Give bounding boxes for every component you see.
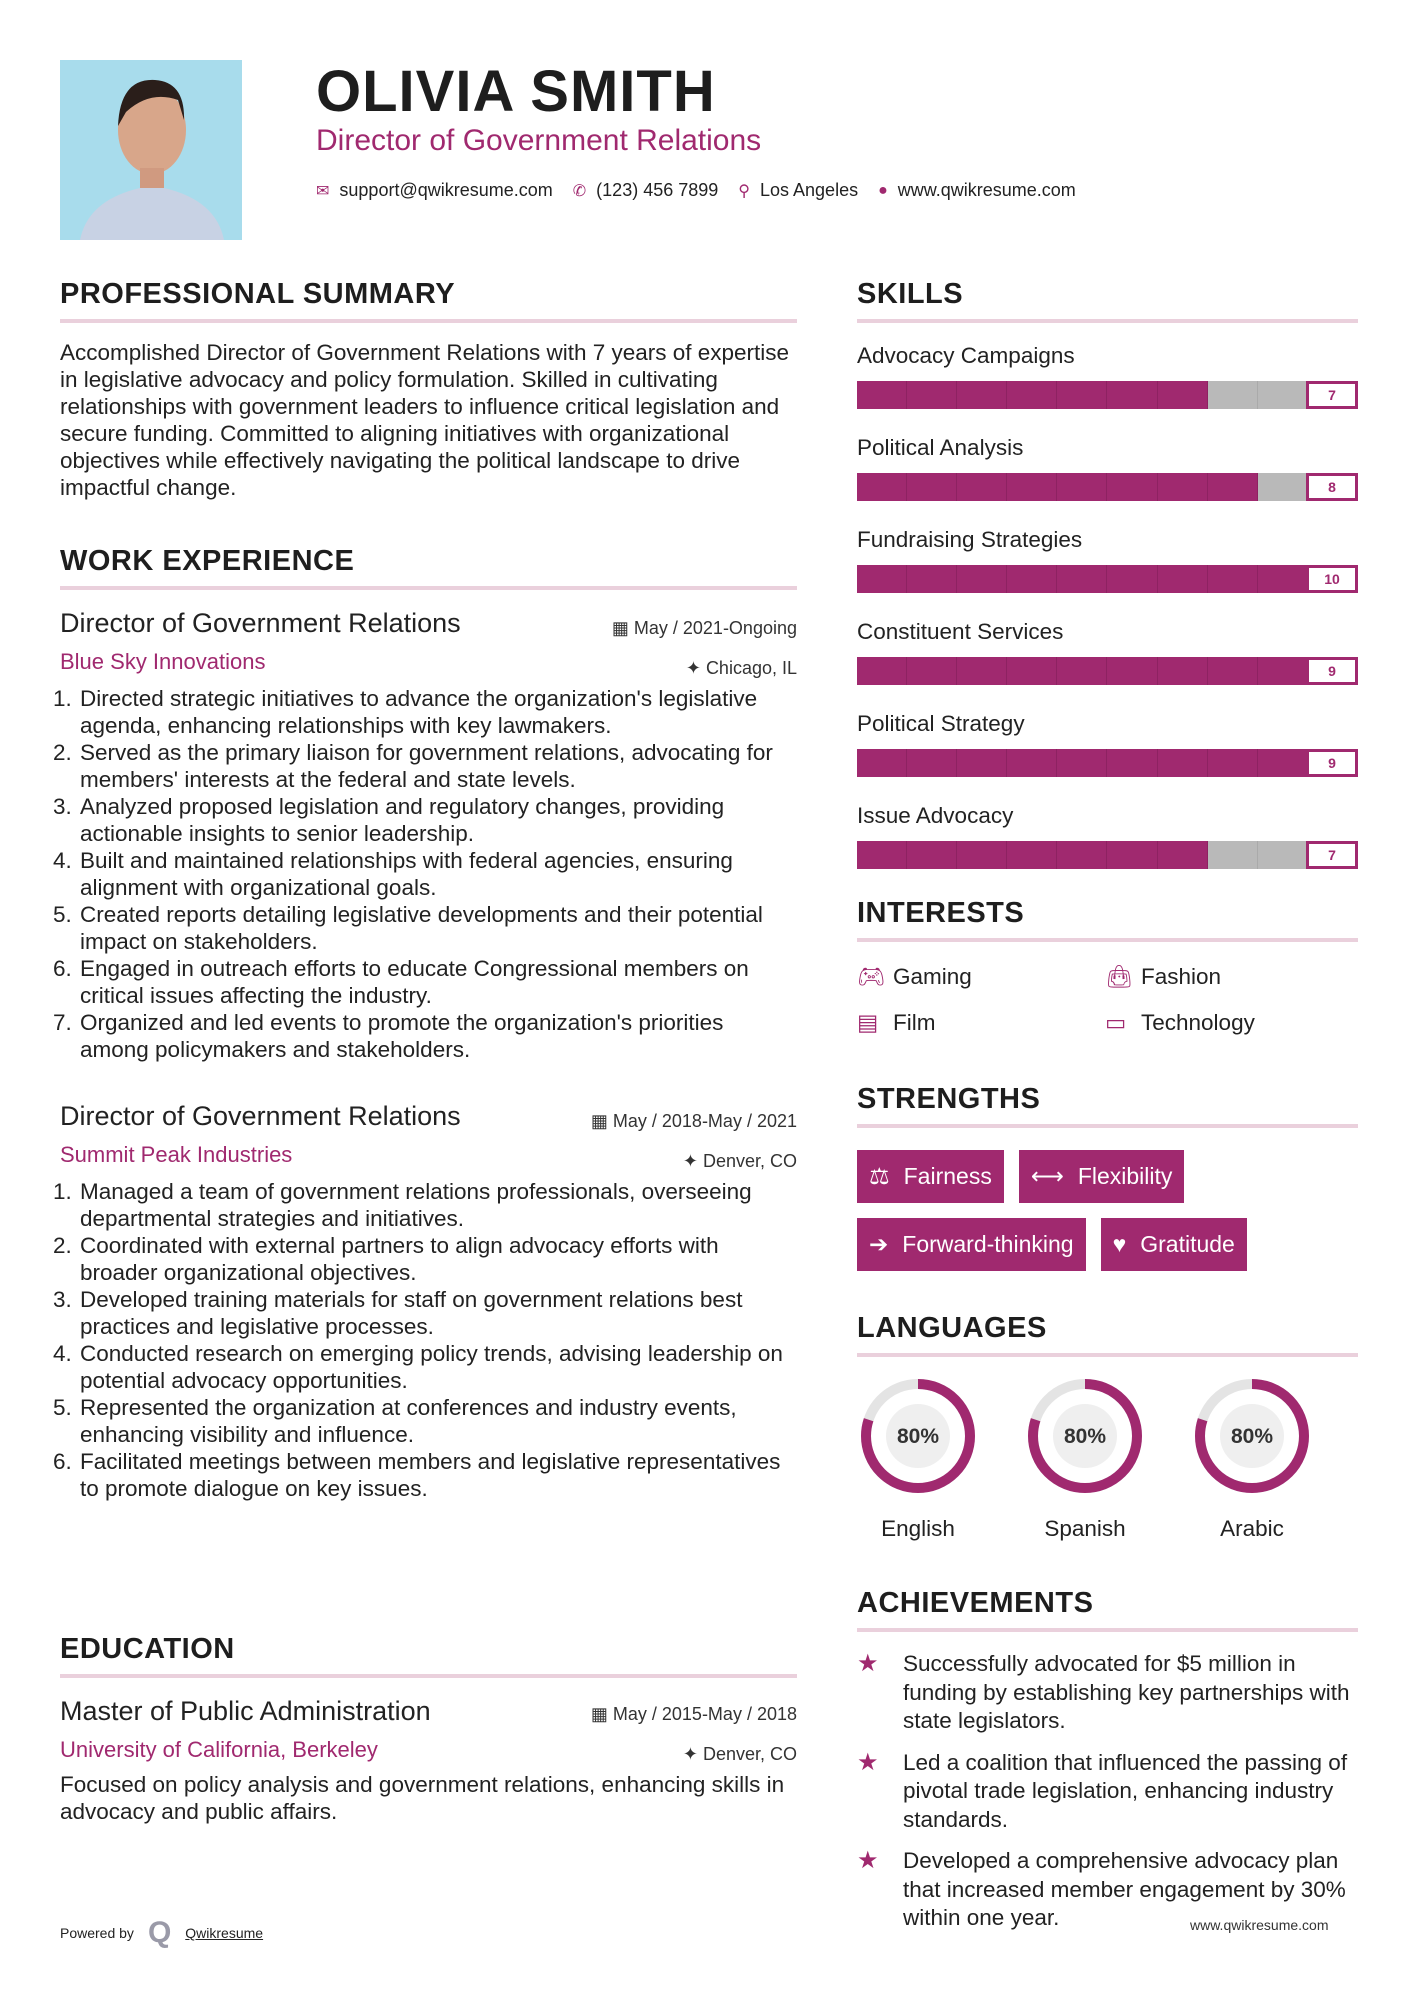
school-name: University of California, Berkeley xyxy=(60,1737,378,1762)
achievements-section xyxy=(857,1587,1358,1946)
language-ring xyxy=(1191,1375,1313,1497)
job-date: ▦ May / 2021-Ongoing xyxy=(611,618,797,638)
skill-bar-segment xyxy=(1107,841,1157,869)
arrows-h-icon: ⟷ xyxy=(1030,1163,1064,1189)
skill-bar-segment xyxy=(1107,473,1157,501)
section-heading: INTERESTS xyxy=(857,897,1358,942)
pin-icon: ✦ xyxy=(685,658,706,678)
strengths-list xyxy=(857,1150,1337,1271)
star-icon: ★ xyxy=(857,1650,879,1677)
bullet: 5. Created reports detailing legislative developments and their potential impact on stakeholders. xyxy=(78,901,797,955)
skill-name: Political Analysis xyxy=(857,435,1024,460)
skill-bar-segment xyxy=(1208,565,1258,593)
education-date: ▦ May / 2015-May / 2018 xyxy=(590,1704,797,1724)
skill-bar-segment xyxy=(1258,749,1308,777)
map-pin-icon: ⚲ xyxy=(738,182,750,200)
contact-location: Los Angeles xyxy=(760,180,859,200)
skill-bar-segment xyxy=(1107,565,1157,593)
skill-item xyxy=(857,435,1358,501)
interests-list xyxy=(857,964,1358,1036)
skill-item xyxy=(857,619,1358,685)
skill-item xyxy=(857,343,1358,409)
achievement-item: ★ Developed a comprehensive advocacy plan that increased member engagement by 30% within one year. xyxy=(857,1847,1358,1933)
bullet: 6. Facilitated meetings between members and legislative representatives to promote dialogue on key issues. xyxy=(78,1448,797,1502)
skill-bar-segment xyxy=(857,749,907,777)
skill-name: Constituent Services xyxy=(857,619,1064,644)
achievement-item: ★ Successfully advocated for $5 million in funding by establishing key partnerships with state legislators. xyxy=(857,1650,1358,1736)
skill-bar-segment xyxy=(1158,657,1208,685)
language-percent: 80% xyxy=(1063,1425,1107,1448)
skill-bar-segment xyxy=(957,381,1007,409)
skill-bar-segment xyxy=(1057,381,1107,409)
bullet: 4. Conducted research on emerging policy trends, advising leadership on potential advocacy opportunities. xyxy=(78,1340,797,1394)
languages-section xyxy=(857,1312,1358,1542)
footer xyxy=(60,1916,263,1950)
skill-bar xyxy=(857,473,1358,501)
skill-name: Advocacy Campaigns xyxy=(857,343,1075,368)
skills-list xyxy=(857,343,1358,869)
section-heading: WORK EXPERIENCE xyxy=(60,545,797,590)
skill-bar-segment xyxy=(957,565,1007,593)
skill-bar-segment xyxy=(1007,473,1057,501)
skill-bar-segment xyxy=(1107,749,1157,777)
interest-item: ▤ Film xyxy=(857,1010,936,1035)
skill-bar-segment xyxy=(1057,749,1107,777)
skill-bar-segment xyxy=(1007,749,1057,777)
strengths-section xyxy=(857,1083,1358,1271)
skill-bar-segment xyxy=(1208,473,1258,501)
interest-item: 👜︎ Fashion xyxy=(1105,964,1222,989)
section-heading: LANGUAGES xyxy=(857,1312,1358,1357)
skill-bar-segment xyxy=(857,657,907,685)
bullet: 5. Represented the organization at conferences and industry events, enhancing visibility and influence. xyxy=(78,1394,797,1448)
skill-bar-segment xyxy=(907,473,957,501)
language-ring xyxy=(1024,1375,1146,1497)
skill-bar-segment xyxy=(1208,749,1258,777)
work-section xyxy=(60,545,797,1502)
skill-bar-segment xyxy=(1208,381,1258,409)
job-entry xyxy=(60,608,797,1063)
language-name: Arabic xyxy=(1220,1516,1284,1541)
job-bullets xyxy=(60,685,797,1063)
interests-section xyxy=(857,897,1358,1036)
contact-email[interactable]: support@qwikresume.com xyxy=(339,180,553,200)
skill-bar-segment xyxy=(1258,473,1308,501)
achievements-list xyxy=(857,1650,1358,1933)
bullet: 2. Served as the primary liaison for government relations, advocating for members' interests at the federal and state levels. xyxy=(78,739,797,793)
skill-bar xyxy=(857,381,1358,409)
interest-item: ▭ Technology xyxy=(1105,1010,1255,1035)
job-title: Director of Government Relations xyxy=(60,608,461,638)
skill-score: 7 xyxy=(1306,841,1358,869)
education-section xyxy=(60,1633,797,1825)
skill-bar-segment xyxy=(1208,841,1258,869)
skill-bar-segment xyxy=(1057,657,1107,685)
degree: Master of Public Administration xyxy=(60,1696,431,1726)
qwikresume-logo-icon: Q xyxy=(147,1916,172,1949)
skill-bar-segment xyxy=(1258,565,1308,593)
skill-score: 8 xyxy=(1306,473,1358,501)
calendar-icon: ▦ xyxy=(590,1111,613,1131)
skill-bar-segment xyxy=(1107,657,1157,685)
powered-by-label: Powered by xyxy=(60,1925,134,1941)
skill-bar-segment xyxy=(957,749,1007,777)
language-percent: 80% xyxy=(1230,1425,1274,1448)
candidate-name: OLIVIA SMITH xyxy=(316,59,716,124)
skill-bar-segment xyxy=(1007,657,1057,685)
calendar-icon: ▦ xyxy=(590,1704,613,1724)
bullet: 7. Organized and led events to promote the organization's priorities among policymakers and stakeholders. xyxy=(78,1009,797,1063)
skill-item xyxy=(857,803,1358,869)
languages-list xyxy=(857,1375,1358,1542)
skill-bar xyxy=(857,657,1358,685)
phone-icon: ✆ xyxy=(572,182,587,200)
language-percent: 80% xyxy=(896,1425,940,1448)
bullet: 6. Engaged in outreach efforts to educate Congressional members on critical issues affecting the industry. xyxy=(78,955,797,1009)
summary-section xyxy=(60,278,797,501)
interest-item: 🎮︎ Gaming xyxy=(857,964,972,989)
skill-bar-segment xyxy=(1057,841,1107,869)
section-heading: STRENGTHS xyxy=(857,1083,1358,1128)
contact-website[interactable]: www.qwikresume.com xyxy=(897,180,1076,200)
skill-item xyxy=(857,527,1358,593)
section-heading: SKILLS xyxy=(857,278,1358,323)
skill-name: Political Strategy xyxy=(857,711,1025,736)
education-description: Focused on policy analysis and government relations, enhancing skills in advocacy and public affairs. xyxy=(60,1772,785,1824)
skill-bar-segment xyxy=(1057,473,1107,501)
skill-bar-segment xyxy=(1258,381,1308,409)
scale-icon: ⚖ xyxy=(869,1163,890,1189)
skill-bar xyxy=(857,749,1358,777)
language-item xyxy=(1024,1375,1146,1542)
skill-score: 7 xyxy=(1306,381,1358,409)
company-name: Summit Peak Industries xyxy=(60,1142,293,1167)
skill-bar-segment xyxy=(857,473,907,501)
skill-bar-segment xyxy=(857,841,907,869)
section-heading: ACHIEVEMENTS xyxy=(857,1587,1358,1632)
skill-bar-segment xyxy=(1007,841,1057,869)
bullet: 3. Analyzed proposed legislation and regulatory changes, providing actionable insights to senior leadership. xyxy=(78,793,797,847)
skill-bar xyxy=(857,841,1358,869)
skill-bar-segment xyxy=(1007,565,1057,593)
envelope-icon: ✉ xyxy=(316,182,330,200)
skill-bar-segment xyxy=(957,841,1007,869)
skill-bar-segment xyxy=(1158,565,1208,593)
bullet: 4. Built and maintained relationships with federal agencies, ensuring alignment with organizational goals. xyxy=(78,847,797,901)
heart-icon: ♥ xyxy=(1112,1231,1127,1257)
skill-bar-segment xyxy=(1208,657,1258,685)
calendar-icon: ▦ xyxy=(611,618,634,638)
skill-bar-segment xyxy=(1258,657,1308,685)
contact-bar xyxy=(316,180,1076,201)
strength-chip: ⟷ Flexibility xyxy=(1019,1150,1185,1203)
achievement-item: ★ Led a coalition that influenced the passing of pivotal trade legislation, enhancing industry standards. xyxy=(857,1749,1358,1835)
skill-bar-segment xyxy=(1007,381,1057,409)
strength-chip: ➔ Forward-thinking xyxy=(857,1218,1086,1271)
brand-link[interactable]: Qwikresume xyxy=(185,1925,264,1941)
job-location: ✦ Denver, CO xyxy=(682,1151,797,1171)
job-bullets xyxy=(60,1178,797,1502)
bullet: 1. Managed a team of government relations professionals, overseeing departmental strategies and initiatives. xyxy=(78,1178,797,1232)
bullet: 2. Coordinated with external partners to align advocacy efforts with broader organizational objectives. xyxy=(78,1232,797,1286)
strength-chip: ⚖ Fairness xyxy=(857,1150,1004,1203)
pin-icon: ✦ xyxy=(682,1744,703,1764)
skill-score: 9 xyxy=(1306,657,1358,685)
strength-chip: ♥ Gratitude xyxy=(1101,1218,1247,1271)
skill-bar-segment xyxy=(1158,381,1208,409)
pin-icon: ✦ xyxy=(682,1151,703,1171)
language-name: Spanish xyxy=(1044,1516,1126,1541)
contact-phone: (123) 456 7899 xyxy=(596,180,719,200)
skill-bar xyxy=(857,565,1358,593)
laptop-icon: ▭ xyxy=(1105,1010,1127,1035)
skill-name: Issue Advocacy xyxy=(857,803,1014,828)
skill-bar-segment xyxy=(957,473,1007,501)
skills-section xyxy=(857,278,1358,895)
skill-bar-segment xyxy=(1107,381,1157,409)
skill-bar-segment xyxy=(957,657,1007,685)
skill-bar-segment xyxy=(907,841,957,869)
skill-bar-segment xyxy=(857,565,907,593)
skill-bar-segment xyxy=(1158,473,1208,501)
film-icon: ▤ xyxy=(857,1010,879,1035)
skill-bar-segment xyxy=(1057,565,1107,593)
globe-icon: ● xyxy=(878,181,888,199)
arrow-right-icon: ➔ xyxy=(869,1231,889,1257)
skill-bar-segment xyxy=(907,381,957,409)
skill-name: Fundraising Strategies xyxy=(857,527,1083,552)
skill-bar-segment xyxy=(1158,749,1208,777)
star-icon: ★ xyxy=(857,1748,879,1776)
education-entry xyxy=(60,1696,797,1825)
gamepad-icon: 🎮︎ xyxy=(857,964,886,989)
language-name: English xyxy=(881,1516,955,1541)
bullet: 1. Directed strategic initiatives to advance the organization's legislative agenda, enhancing relationships with key lawmakers. xyxy=(78,685,797,739)
skill-bar-segment xyxy=(907,749,957,777)
skill-bar-segment xyxy=(857,381,907,409)
skill-score: 9 xyxy=(1306,749,1358,777)
job-entry xyxy=(60,1101,797,1502)
language-ring xyxy=(857,1375,979,1497)
bag-icon: 👜︎ xyxy=(1105,964,1134,989)
job-date: ▦ May / 2018-May / 2021 xyxy=(590,1111,797,1131)
company-name: Blue Sky Innovations xyxy=(60,649,266,674)
skill-bar-segment xyxy=(1258,841,1308,869)
education-location: ✦ Denver, CO xyxy=(682,1744,797,1764)
watermark: www.qwikresume.com xyxy=(1190,1917,1329,1933)
skill-bar-segment xyxy=(907,565,957,593)
candidate-role: Director of Government Relations xyxy=(316,124,762,157)
star-icon: ★ xyxy=(857,1847,879,1874)
summary-text: Accomplished Director of Government Relations with 7 years of expertise in legislative advocacy and policy formulation. Skilled in cultivating relationships with government leaders to influence critical legislation and secure funding. Committed to aligning initiatives with organizational objectives while effectively navigating the political landscape to drive impactful change. xyxy=(60,340,790,500)
section-heading: PROFESSIONAL SUMMARY xyxy=(60,278,797,323)
skill-score: 10 xyxy=(1306,565,1358,593)
bullet: 3. Developed training materials for staff on government relations best practices and legislative processes. xyxy=(78,1286,797,1340)
job-title: Director of Government Relations xyxy=(60,1101,461,1131)
language-item xyxy=(857,1375,979,1542)
language-item xyxy=(1191,1375,1313,1542)
profile-photo xyxy=(60,60,242,240)
skill-bar-segment xyxy=(907,657,957,685)
section-heading: EDUCATION xyxy=(60,1633,797,1678)
skill-bar-segment xyxy=(1158,841,1208,869)
job-location: ✦ Chicago, IL xyxy=(685,658,797,678)
skill-item xyxy=(857,711,1358,777)
